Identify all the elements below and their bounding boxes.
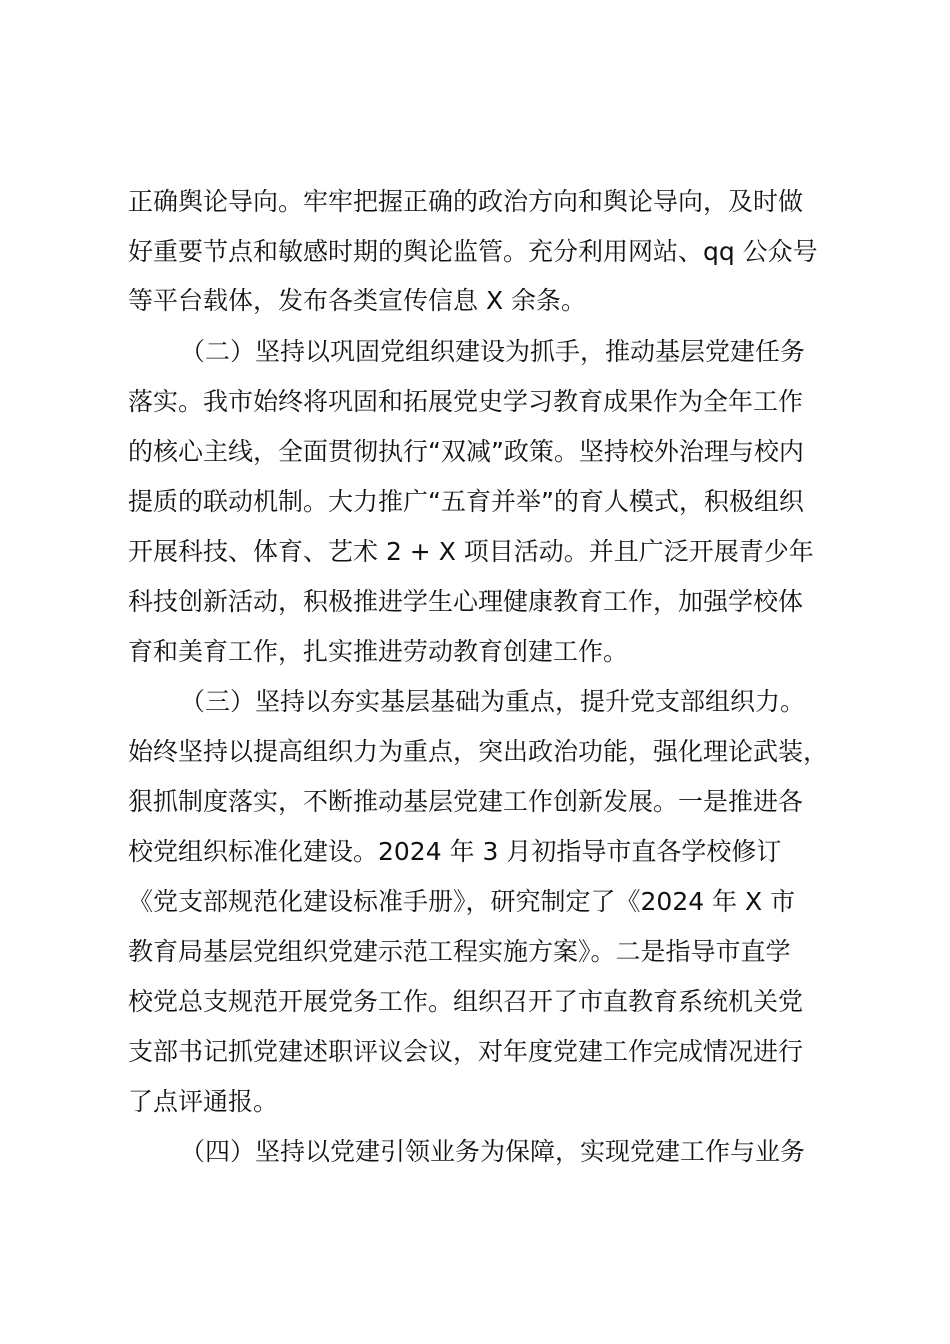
- body-text-line: 的核心主线，全面贯彻执行“双减”政策。坚持校外治理与校内: [128, 437, 804, 466]
- body-text-line: 落实。我市始终将巩固和拓展党史学习教育成果作为全年工作: [128, 387, 804, 416]
- body-text-line: 教育局基层党组织党建示范工程实施方案》。二是指导市直学: [128, 937, 791, 966]
- body-text-line: 了点评通报。: [128, 1087, 279, 1116]
- section-heading-2: （二）坚持以巩固党组织建设为抓手，推动基层党建任务: [180, 337, 806, 366]
- body-text-line: 《党支部规范化建设标准手册》，研究制定了《2024 年 X 市: [128, 887, 796, 916]
- section-heading-4: （四）坚持以党建引领业务为保障，实现党建工作与业务: [180, 1137, 806, 1166]
- body-text-line: 好重要节点和敏感时期的舆论监管。充分利用网站、qq 公众号: [128, 237, 818, 266]
- body-text-line: 等平台载体，发布各类宣传信息 X 余条。: [128, 286, 587, 315]
- body-text-line: 狠抓制度落实，不断推动基层党建工作创新发展。一是推进各: [128, 787, 804, 816]
- body-text-line: 育和美育工作，扎实推进劳动教育创建工作。: [128, 637, 629, 666]
- body-text-line: 校党总支规范开展党务工作。组织召开了市直教育系统机关党: [128, 987, 804, 1016]
- body-text-line: 始终坚持以提高组织力为重点，突出政治功能，强化理论武装，: [128, 737, 829, 766]
- body-text-line: 校党组织标准化建设。2024 年 3 月初指导市直各学校修订: [128, 837, 782, 866]
- body-text-line: 提质的联动机制。大力推广“五育并举”的育人模式，积极组织: [128, 487, 804, 516]
- body-text-line: 开展科技、体育、艺术 2 + X 项目活动。并且广泛开展青少年: [128, 537, 814, 566]
- body-text-line: 正确舆论导向。牢牢把握正确的政治方向和舆论导向，及时做: [128, 187, 804, 216]
- section-heading-3: （三）坚持以夯实基层基础为重点，提升党支部组织力。: [180, 687, 806, 716]
- body-text-line: 支部书记抓党建述职评议会议，对年度党建工作完成情况进行: [128, 1037, 804, 1066]
- body-text-line: 科技创新活动，积极推进学生心理健康教育工作，加强学校体: [128, 587, 804, 616]
